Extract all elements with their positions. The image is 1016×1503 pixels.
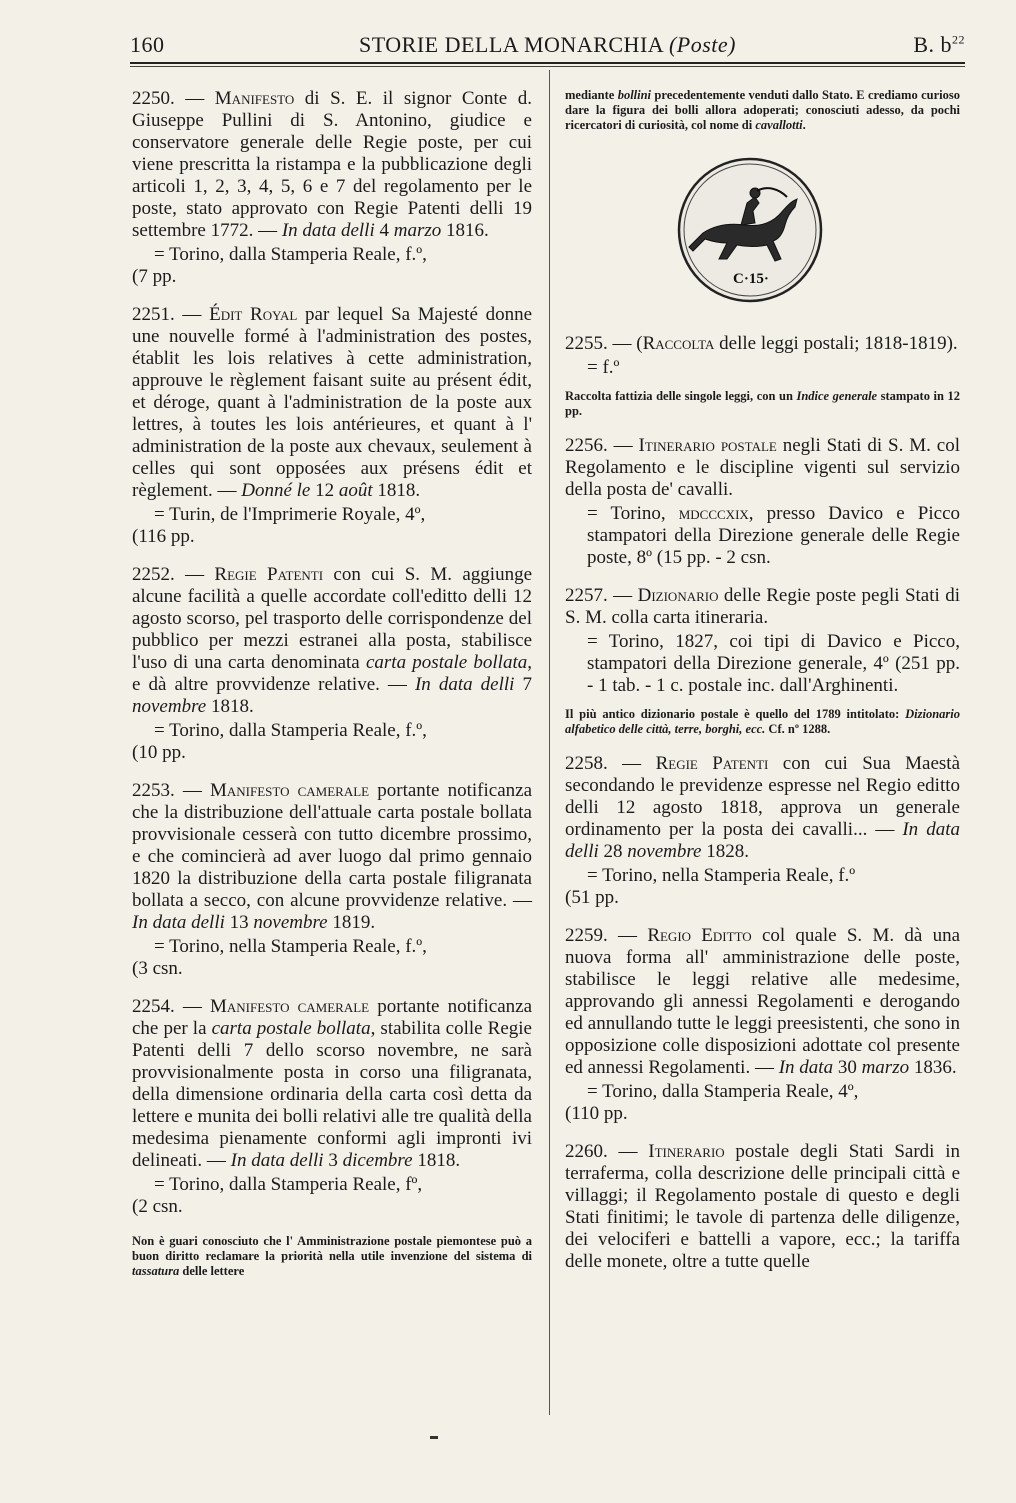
entry-number: 2260. — — [565, 1141, 649, 1162]
running-header — [130, 28, 965, 62]
entry-imprint: = Torino, nella Stamperia Reale, f.º — [587, 865, 856, 886]
entry-text — [132, 780, 532, 934]
entry-date-day: 28 — [598, 841, 628, 862]
entry-2256 — [565, 435, 960, 569]
running-title — [130, 32, 965, 58]
entry-note-text: Il più antico dizionario postale è quello del 1789 intitolato: — [565, 707, 906, 721]
entry-heading: Regie Patenti — [655, 753, 769, 774]
entry-date-month: marzo — [393, 220, 442, 241]
entry-collation: (116 pp. — [132, 526, 195, 547]
entry-note-italic: Dizionario alfabetico delle città, terre, borghi, ecc. — [565, 707, 960, 736]
entry-collation: (3 csn. — [132, 958, 183, 979]
entry-heading: Itinerario — [648, 1141, 725, 1162]
entry-text — [132, 304, 532, 502]
entry-body: portante notificanza che per la — [132, 996, 533, 1039]
entry-text — [565, 585, 960, 629]
entry-heading: Itinerario postale — [638, 435, 777, 456]
entry-collation: (2 csn. — [132, 1196, 183, 1217]
entry-imprint: = Torino, dalla Stamperia Reale, fº, — [154, 1174, 423, 1195]
entry-number: 2251. — — [132, 304, 210, 325]
entry-collation: (10 pp. — [132, 742, 186, 763]
entry-date-month: août — [338, 480, 373, 501]
entry-date-label: In data delli — [414, 674, 515, 695]
entry-imprint: = Torino, 1827, coi tipi di Davico e Picco, stampatori della Direzione generale, 4º (251 pp. - 1 tab. - 1 c. postale inc. dall'Arghinenti. — [587, 631, 960, 696]
entry-date-label: In data delli — [132, 912, 225, 933]
entry-note-italic: Indice generale — [796, 389, 878, 403]
entry-text — [132, 564, 532, 718]
signature-sup: 22 — [952, 32, 965, 47]
header-rule — [130, 62, 965, 64]
header-rule-thin — [130, 66, 965, 67]
running-title-main: STORIE DELLA MONARCHIA — [359, 32, 669, 57]
entry-text — [565, 753, 960, 863]
entry-imprint: = Torino, dalla Stamperia Reale, f.º, — [154, 244, 427, 265]
footnote-text-mid: precedentemente venduti dallo Stato. E crediamo curioso dare la figura dei bolli allora adoperati; conosciuti adesso, da pochi ricercatori di curiosità, col nome di — [565, 88, 960, 132]
right-column — [565, 88, 960, 1289]
entry-imprint: = Torino, nella Stamperia Reale, f.º, — [154, 936, 427, 957]
left-column — [132, 88, 532, 1297]
entry-imprint — [565, 503, 960, 569]
entry-date-day: 30 — [833, 1057, 862, 1078]
entry-text — [565, 435, 960, 501]
footnote-italic: tassatura — [132, 1264, 180, 1278]
entry-date-year: 1836. — [909, 1057, 957, 1078]
entry-date-month: dicembre — [342, 1150, 413, 1171]
entry-heading: Manifesto camerale — [210, 780, 370, 801]
entry-italic-term: carta postale bollata — [211, 1018, 371, 1039]
entry-text — [132, 996, 532, 1172]
entry-imprint: = Turin, de l'Imprimerie Royale, 4º, — [154, 504, 426, 525]
entry-number: 2255. — ( — [565, 333, 643, 354]
entry-date-day: 12 — [310, 480, 339, 501]
entry-note-text: Raccolta fattizia delle singole leggi, con un — [565, 389, 797, 403]
entry-text — [565, 333, 960, 355]
entry-2253 — [132, 780, 532, 980]
entry-date-day: 3 — [323, 1150, 343, 1171]
footnote-text: mediante — [565, 88, 618, 102]
entry-date-year: 1818. — [206, 696, 254, 717]
entry-text — [132, 88, 532, 242]
footnote-text: Non è guari conosciuto che l' Amministrazione postale piemontese può a buon diritto reclamare la priorità nella utile invenzione del sistema di — [132, 1234, 532, 1263]
entry-date-label: In data delli — [230, 1150, 324, 1171]
entry-collation: (51 pp. — [565, 887, 619, 908]
entry-2259 — [565, 925, 960, 1125]
entry-collation: (7 pp. — [132, 266, 177, 287]
entry-2260 — [565, 1141, 960, 1273]
entry-note-end: stampato in 12 pp. — [565, 389, 960, 418]
entry-collation: (110 pp. — [565, 1103, 628, 1124]
entry-date-label: Donné le — [241, 480, 311, 501]
entry-note — [565, 389, 960, 419]
entry-body: portante notificanza che la distribuzione dell'attuale carta postale bollata provvisionale cesserà con tutto dicembre prossimo, e che comincierà ad aver luogo dal primo gennaio 1820 la distribuzione della carta postale filigranata bollata a secco, con alcune provvidenze relative. — — [132, 780, 533, 911]
entry-heading: Manifesto — [214, 88, 295, 109]
footnote-text-end: delle lettere — [179, 1264, 245, 1278]
entry-date-month: marzo — [861, 1057, 910, 1078]
entry-number: 2250. — — [132, 88, 215, 109]
entry-body-cont: , stabilita colle Regie Patenti delli 7 dello scorso novembre, ne sarà provvisionalmente posta in corso una filigranata, della dimensione ordinaria della carta così detta da lettere e munita dei bolli relativi alle tre qualità della medesima pienamente conformi agli impronti ivi delineati. — — [132, 1018, 532, 1171]
entry-number: 2259. — — [565, 925, 648, 946]
entry-date-year: 1818. — [372, 480, 421, 501]
footnote-italic-2: cavallotti — [755, 118, 803, 132]
entry-date-month: novembre — [253, 912, 328, 933]
entry-body: par lequel Sa Majesté donne une nouvelle formé à l'administration des postes, établit les lois relatives à cette administration, approuve le règlement faisant suite au présent édit, et déroge, quant à l'administration de la poste aux lettres, à toutes les lois antérieures, et quant à l' administration de la poste aux chevaux, seulement à celles qui sont opposées aux présens édit et règlement. — — [132, 304, 532, 501]
entry-body-cont: , e dà altre provvidenze relative. — — [132, 652, 532, 695]
entry-note-end: Cf. nº 1288. — [765, 722, 831, 736]
cavallotto-stamp-illustration — [675, 155, 825, 305]
footnote-continued — [565, 88, 960, 133]
entry-body: con cui S. M. aggiunge alcune facilità a quelle accordate coll'editto delli 12 agosto scorso, pel trasporto delle corrispondenze del pubblico per mezzi estranei alla posta, stabilisce l'uso di una carta denominata — [132, 564, 533, 673]
entry-number: 2258. — — [565, 753, 656, 774]
footnote — [132, 1234, 532, 1279]
entry-imprint-start: = Torino, — [587, 503, 679, 524]
signature-text: B. b — [913, 32, 952, 57]
entry-date-month: novembre — [627, 841, 702, 862]
entry-heading: Raccolta — [642, 333, 715, 354]
entry-heading: Manifesto camerale — [210, 996, 370, 1017]
entry-heading: Regie Patenti — [214, 564, 324, 585]
entry-note — [565, 707, 960, 737]
entry-body: delle Regie poste pegli Stati di S. M. colla carta itineraria. — [565, 585, 960, 628]
entry-2257 — [565, 585, 960, 737]
entry-date-label: In data delli — [565, 819, 960, 862]
entry-imprint: = f.º — [587, 357, 620, 378]
entry-number: 2254. — — [132, 996, 210, 1017]
entry-number: 2257. — — [565, 585, 638, 606]
entry-date-label: In data delli — [281, 220, 375, 241]
entry-date-month: novembre — [132, 696, 207, 717]
page-number: 160 — [130, 32, 165, 57]
entry-date-year: 1819. — [327, 912, 376, 933]
entry-body: di S. E. il signor Conte d. Giuseppe Pullini di S. Antonino, giudice e conservatore generale delle Regie poste, per cui viene prescritta la ristampa e la pubblicazione degli articoli 1, 2, 3, 4, 5, 6 e 7 del regolamento per le poste, stato approvato con Regie Patenti delli 19 settembre 1772. — — [132, 88, 532, 241]
entry-imprint: = Torino, dalla Stamperia Reale, 4º, — [587, 1081, 859, 1102]
entry-body: delle leggi postali; 1818-1819). — [714, 333, 958, 354]
running-title-section: (Poste) — [668, 32, 736, 57]
entry-date-label: In data — [778, 1057, 834, 1078]
entry-2251 — [132, 304, 532, 548]
entry-date-year: 1816. — [441, 220, 489, 241]
entry-number: 2253. — — [132, 780, 210, 801]
entry-body: col quale S. M. dà una nuova forma all' amministrazione delle poste, stabilisce le leggi relative alle medesime, approvando gli annessi Regolamenti e derogando ed annullando tutte le leggi preesistenti, che sono in opposizione colle disposizioni adottate col presente ed annessi Regolamenti. — — [565, 925, 961, 1078]
entry-text — [565, 1141, 960, 1273]
entry-date-day: 13 — [224, 912, 254, 933]
entry-number: 2252. — — [132, 564, 215, 585]
entry-date-day: 7 — [514, 674, 532, 695]
entry-2250 — [132, 88, 532, 288]
signature-mark — [913, 32, 965, 58]
entry-text — [565, 925, 960, 1079]
entry-2258 — [565, 753, 960, 909]
footnote-italic: bollini — [617, 88, 652, 102]
stamp-figure — [565, 151, 960, 311]
stamp-value-label: C·15· — [733, 271, 769, 287]
footnote-text-end: . — [802, 118, 806, 132]
entry-number: 2256. — — [565, 435, 639, 456]
entry-imprint: = Torino, dalla Stamperia Reale, f.º, — [154, 720, 427, 741]
entry-2254 — [132, 996, 532, 1218]
entry-heading: Dizionario — [637, 585, 719, 606]
column-divider — [549, 70, 550, 1415]
print-mark — [430, 1436, 438, 1439]
entry-date-day: 4 — [374, 220, 394, 241]
entry-body: postale degli Stati Sardi in terraferma, colla descrizione delle principali città e villaggi; il Regolamento postale di questo e degli Stati finitimi; le tavole di partenza delle diligenze, dei velociferi e battelli a vapore, ecc.; la tariffa delle monete, oltre a tutte quelle — [565, 1141, 961, 1272]
entry-date-year: 1828. — [701, 841, 749, 862]
entry-body: con cui Sua Maestà secondando le previdenze espresse nel Regio editto delli 12 agosto 1818, approva un generale ordinamento per la posta dei cavalli... — — [565, 753, 961, 840]
entry-imprint-end: , presso Davico e Picco stampatori della Direzione generale delle Regie poste, 8º (15 pp. - 2 csn. — [587, 503, 961, 568]
entry-2255 — [565, 333, 960, 419]
entry-heading: Regio Editto — [647, 925, 752, 946]
entry-body: negli Stati di S. M. col Regolamento e le discipline vigenti sul servizio della posta de' cavalli. — [565, 435, 960, 500]
entry-heading: Édit Royal — [209, 304, 298, 325]
entry-2252 — [132, 564, 532, 764]
entry-date-year: 1818. — [412, 1150, 461, 1171]
entry-italic-term: carta postale bollata — [365, 652, 528, 673]
entry-imprint-year: mdcccxix — [678, 503, 749, 524]
